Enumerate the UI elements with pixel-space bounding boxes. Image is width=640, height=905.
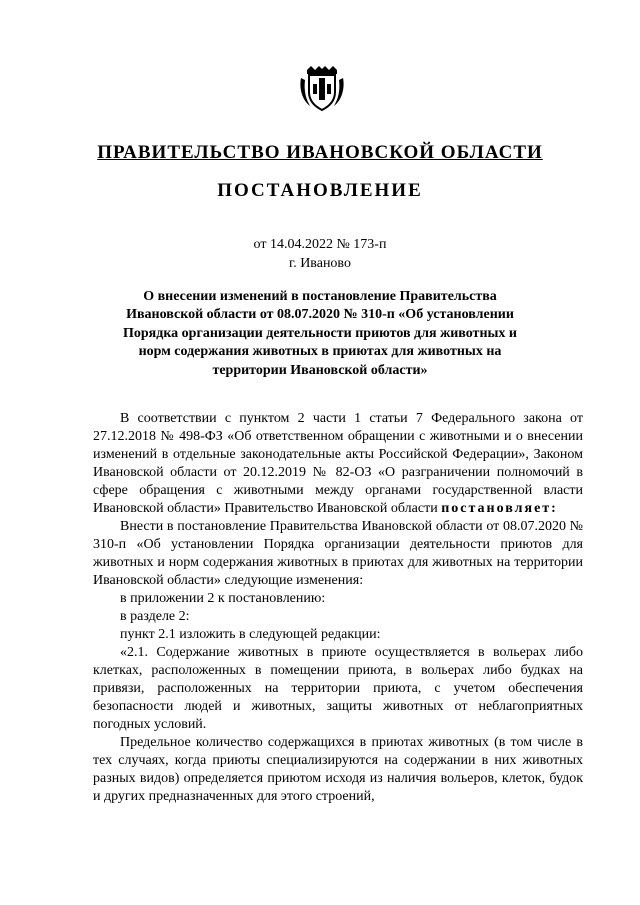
paragraph-appendix: в приложении 2 к постановлению: [120,591,326,606]
document-body [93,410,583,806]
paragraph-preamble [93,410,583,518]
paragraph-clause-text: «2.1. Содержание животных в приюте осуществляется в вольерах либо клетках, расположенных в помещении приюта, в вольерах либо будках на привязи, расположенных на территории приюта, с учетом обеспечения безопасности людей и животных, защиты животных от неблагоприятных погодных условий. [93,645,583,732]
coat-of-arms-icon [298,64,346,112]
decree-word: постановляет: [441,501,558,516]
government-title: ПРАВИТЕЛЬСТВО ИВАНОВСКОЙ ОБЛАСТИ [97,142,543,163]
paragraph-limit: Предельное количество содержащихся в приютах животных (в том числе в тех случаях, когда приюты специализируются на содержании в них животных разных видов) определяется приютом исходя из наличия вольеров, клеток, будок и других предназначенных для этого строений, [93,735,583,804]
paragraph-section: в разделе 2: [120,609,190,624]
date-number: от 14.04.2022 № 173-п [253,237,387,252]
paragraph-amend: Внести в постановление Правительства Ивановской области от 08.07.2020 № 310-п «Об установлении Порядка организации деятельности приютов для животных и норм содержания животных в приютах для животных на территории Ивановской области» следующие изменения: [93,519,583,588]
city: г. Иваново [289,256,351,271]
document-type: ПОСТАНОВЛЕНИЕ [217,180,423,201]
preamble-text: В соответствии с пунктом 2 части 1 статьи 7 Федерального закона от 27.12.2018 № 498-ФЗ «Об ответственном обращении с животными и о внесении изменений в отдельные законодательные акты Российской Федерации», Законом Ивановской области от 20.12.2019 № 82-ОЗ «О разграничении полномочий в сфере обращения с животными между органами государственной власти Ивановской области» Правительство Ивановской области [93,411,583,516]
document-subject: О внесении изменений в постановление Правительства Ивановской области от 08.07.2020 № 310-п «Об установлении Порядка организации деятельности приютов для животных и норм содержания животных в приютах для животных на территории Ивановской области» [122,289,518,378]
paragraph-clause: пункт 2.1 изложить в следующей редакции: [120,627,381,642]
